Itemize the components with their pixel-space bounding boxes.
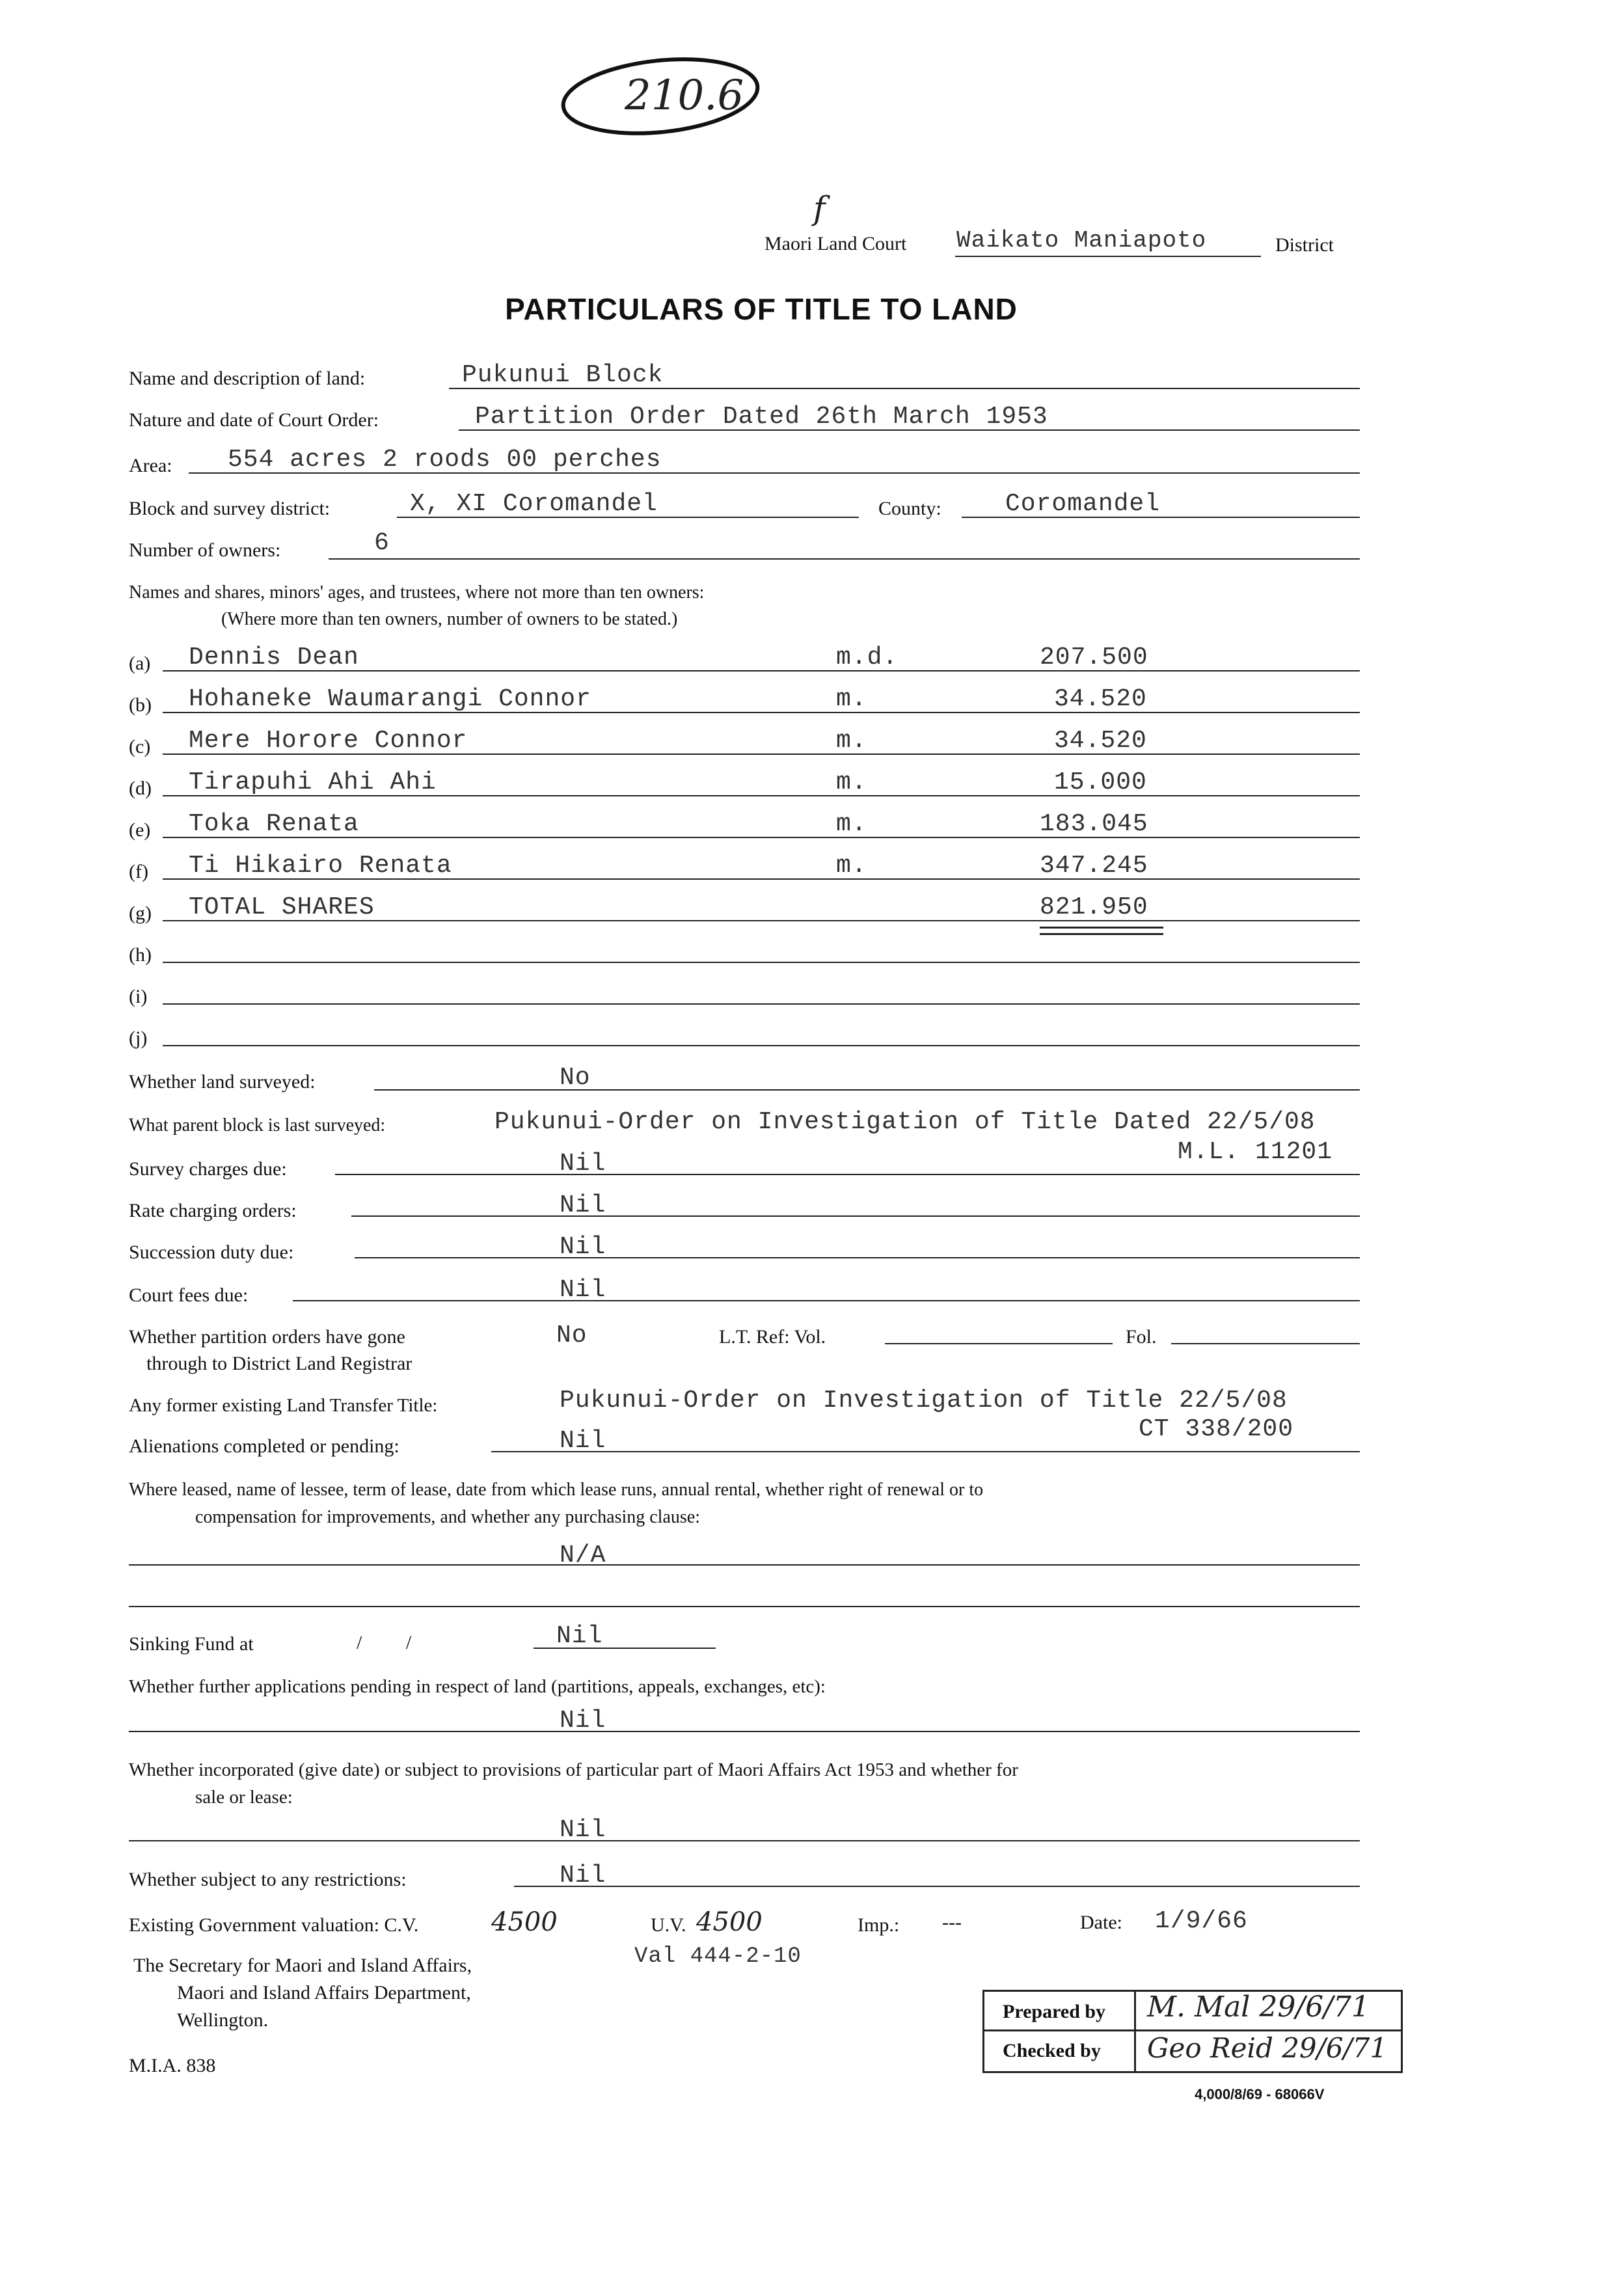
checked-by-label: Checked by: [1003, 2040, 1101, 2061]
valuation-ref: Val 444-2-10: [634, 1944, 802, 1969]
owner-name: Mere Horore Connor: [189, 727, 468, 755]
survey-charges-value: Nil: [560, 1150, 606, 1178]
cv-value: 4500: [491, 1907, 558, 1937]
shares-note: Names and shares, minors' ages, and trustees, where not more than ten owners:: [129, 582, 705, 603]
sinking-fund-date-sep: / /: [357, 1632, 412, 1653]
owner-status: m.: [836, 768, 867, 796]
owner-letter: (c): [129, 736, 151, 757]
former-title-value: Pukunui-Order on Investigation of Title 22/5/08: [560, 1387, 1288, 1415]
leased-label-cont: compensation for improvements, and whether any purchasing clause:: [195, 1507, 700, 1527]
owner-letter: (e): [129, 819, 151, 841]
owner-share: 34.520: [1054, 727, 1147, 755]
page-title: PARTICULARS OF TITLE TO LAND: [505, 292, 1018, 326]
block-value: X, XI Coromandel: [410, 490, 658, 518]
valuation-date-label: Date:: [1080, 1912, 1122, 1933]
handwritten-file-ref: 210.6: [625, 72, 744, 120]
owner-letter: (g): [129, 903, 152, 924]
owners-count-value: 6: [374, 529, 390, 557]
area-value: 554 acres 2 roods 00 perches: [228, 446, 662, 474]
court-fees-value: Nil: [560, 1276, 606, 1304]
succession-duty-label: Succession duty due:: [129, 1242, 294, 1263]
owners-count-label: Number of owners:: [129, 539, 281, 561]
owner-status: m.d.: [836, 644, 899, 672]
uv-label: U.V.: [651, 1914, 686, 1936]
handwritten-tick: f: [813, 189, 826, 227]
imp-label: Imp.:: [858, 1914, 900, 1936]
partition-orders-label-cont: through to District Land Registrar: [146, 1353, 413, 1374]
secretary-line-1: The Secretary for Maori and Island Affairs,: [133, 1955, 472, 1976]
uv-value: 4500: [696, 1907, 763, 1937]
sinking-fund-value: Nil: [556, 1622, 603, 1650]
form-number: M.I.A. 838: [129, 2055, 216, 2076]
further-applications-value: Nil: [560, 1707, 606, 1735]
county-value: Coromandel: [1005, 490, 1161, 518]
court-order-value: Partition Order Dated 26th March 1953: [475, 403, 1048, 431]
owner-letter: (b): [129, 694, 152, 716]
parent-block-value: Pukunui-Order on Investigation of Title Dated 22/5/08: [494, 1108, 1316, 1136]
checked-by-signature: Geo Reid 29/6/71: [1147, 2032, 1388, 2064]
owner-share-total: 821.950: [1040, 893, 1148, 921]
owner-status: m.: [836, 727, 867, 755]
rate-charging-value: Nil: [560, 1191, 606, 1219]
further-applications-label: Whether further applications pending in respect of land (partitions, appeals, exchanges, etc):: [129, 1676, 826, 1697]
owner-name: Hohaneke Waumarangi Connor: [189, 685, 591, 713]
valuation-label: Existing Government valuation: C.V.: [129, 1914, 419, 1936]
court-label: Maori Land Court: [765, 233, 907, 254]
leased-label: Where leased, name of lessee, term of lease, date from which lease runs, annual rental, whether right of renewal or to: [129, 1480, 984, 1500]
surveyed-label: Whether land surveyed:: [129, 1071, 316, 1092]
district-label: District: [1275, 234, 1334, 256]
county-label: County:: [878, 498, 941, 519]
parent-block-label: What parent block is last surveyed:: [129, 1115, 386, 1135]
survey-charges-label: Survey charges due:: [129, 1158, 287, 1180]
owner-name: TOTAL SHARES: [189, 893, 375, 921]
partition-orders-label: Whether partition orders have gone: [129, 1326, 405, 1348]
incorporated-label-cont: sale or lease:: [195, 1787, 293, 1808]
restrictions-value: Nil: [560, 1862, 606, 1890]
former-title-ref: CT 338/200: [1139, 1415, 1294, 1443]
owner-letter: (d): [129, 778, 152, 799]
incorporated-label: Whether incorporated (give date) or subject to provisions of particular part of Maori Affairs Act 1953 and whether for: [129, 1759, 1018, 1780]
alienations-value: Nil: [560, 1427, 606, 1455]
owner-letter: (a): [129, 653, 151, 674]
sinking-fund-label: Sinking Fund at: [129, 1633, 254, 1655]
owner-share: 15.000: [1054, 768, 1147, 796]
fol-label: Fol.: [1126, 1326, 1157, 1348]
lt-ref-vol-label: L.T. Ref: Vol.: [719, 1326, 826, 1348]
valuation-date-value: 1/9/66: [1155, 1907, 1248, 1935]
former-title-label: Any former existing Land Transfer Title:: [129, 1395, 438, 1416]
surveyed-value: No: [560, 1064, 591, 1092]
owner-letter: (f): [129, 861, 148, 882]
rate-charging-label: Rate charging orders:: [129, 1200, 297, 1221]
shares-note-sub: (Where more than ten owners, number of owners to be stated.): [221, 609, 678, 629]
court-fees-label: Court fees due:: [129, 1284, 249, 1306]
owner-status: m.: [836, 852, 867, 880]
land-name-label: Name and description of land:: [129, 368, 366, 389]
court-order-label: Nature and date of Court Order:: [129, 409, 379, 431]
parent-block-ref: M.L. 11201: [1178, 1138, 1333, 1166]
owner-share: 347.245: [1040, 852, 1148, 880]
alienations-label: Alienations completed or pending:: [129, 1435, 399, 1457]
secretary-line-3: Wellington.: [177, 2009, 269, 2031]
owner-status: m.: [836, 685, 867, 713]
owner-name: Toka Renata: [189, 810, 359, 838]
prepared-by-signature: M. Mal 29/6/71: [1147, 1990, 1370, 2024]
owner-share: 183.045: [1040, 810, 1148, 838]
owner-letter: (i): [129, 986, 148, 1007]
land-name-value: Pukunui Block: [462, 361, 664, 389]
block-label: Block and survey district:: [129, 498, 331, 519]
secretary-line-2: Maori and Island Affairs Department,: [177, 1982, 471, 2003]
owner-status: m.: [836, 810, 867, 838]
owner-name: Dennis Dean: [189, 644, 359, 672]
incorporated-value: Nil: [560, 1816, 606, 1844]
owner-letter: (j): [129, 1027, 148, 1049]
owner-letter: (h): [129, 944, 152, 966]
partition-orders-value: No: [556, 1322, 588, 1350]
court-district-value: Waikato Maniapoto: [956, 227, 1207, 254]
succession-duty-value: Nil: [560, 1233, 606, 1261]
restrictions-label: Whether subject to any restrictions:: [129, 1869, 407, 1890]
leased-value: N/A: [560, 1541, 606, 1569]
owner-share: 207.500: [1040, 644, 1148, 672]
area-label: Area:: [129, 455, 172, 476]
print-reference: 4,000/8/69 - 68066V: [1195, 2086, 1325, 2102]
imp-value: ---: [942, 1912, 962, 1933]
owner-name: Ti Hikairo Renata: [189, 852, 452, 880]
signature-box: [982, 1990, 1403, 2073]
owner-share: 34.520: [1054, 685, 1147, 713]
owner-name: Tirapuhi Ahi Ahi: [189, 768, 437, 796]
prepared-by-label: Prepared by: [1003, 2001, 1106, 2022]
